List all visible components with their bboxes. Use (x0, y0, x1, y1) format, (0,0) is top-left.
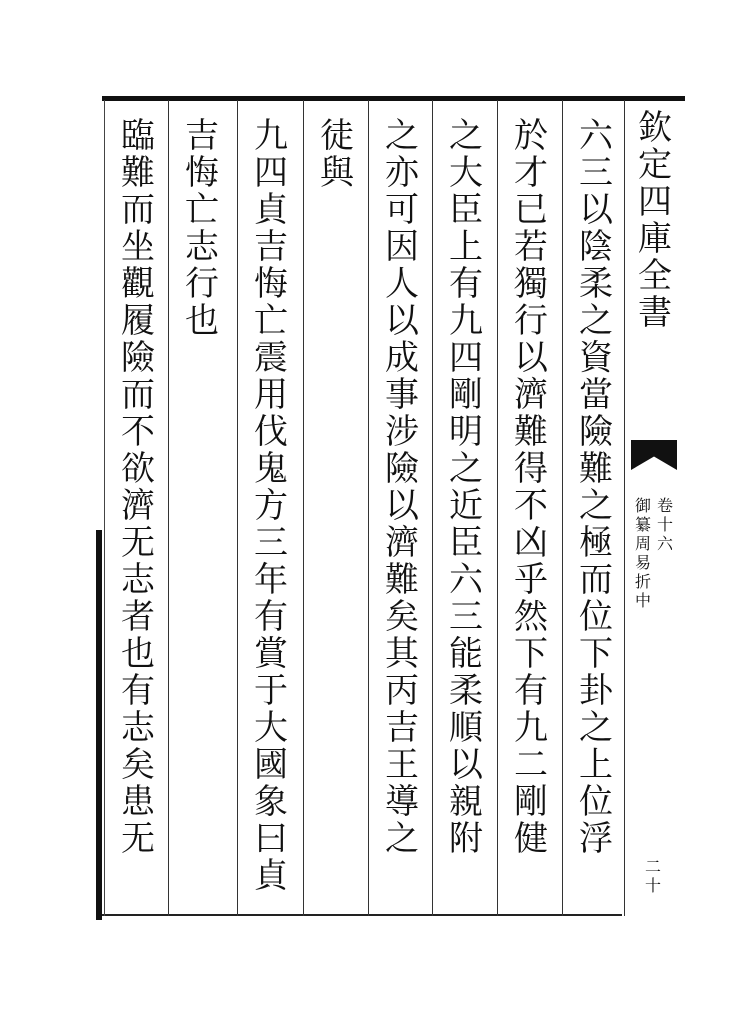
text-char: 无 (121, 523, 155, 563)
text-char: 濟 (514, 375, 548, 415)
text-char: 貞 (254, 856, 288, 896)
text-char: 人 (385, 264, 419, 304)
text-char: 震 (254, 338, 288, 378)
text-char: 九 (449, 301, 483, 341)
text-char: 矣 (121, 745, 155, 785)
text-char: 年 (254, 560, 288, 600)
text-column-4 (372, 118, 432, 908)
text-char: 丙 (385, 671, 419, 711)
text-char: 資 (579, 338, 613, 378)
text-char: 志 (185, 227, 219, 267)
text-char: 賞 (254, 634, 288, 674)
margin-char: 六 (657, 534, 674, 553)
margin-char: 十 (645, 876, 662, 895)
margin-subtitle (635, 496, 673, 610)
margin-char: 周 (635, 534, 652, 553)
column-divider (432, 100, 433, 916)
text-char: 卦 (579, 671, 613, 711)
text-char: 順 (449, 708, 483, 748)
text-char: 濟 (385, 523, 419, 563)
text-column-3 (436, 118, 496, 908)
text-char: 用 (254, 375, 288, 415)
text-char: 吉 (185, 116, 219, 156)
text-char: 觀 (121, 264, 155, 304)
text-char: 獨 (514, 264, 548, 304)
margin-char: 全 (638, 256, 672, 296)
text-char: 以 (385, 301, 419, 341)
column-divider (497, 100, 498, 916)
text-char: 以 (449, 745, 483, 785)
text-char: 三 (579, 153, 613, 193)
margin-char: 御 (635, 496, 652, 515)
margin-column (625, 102, 685, 922)
text-char: 六 (579, 116, 613, 156)
text-char: 難 (514, 412, 548, 452)
text-column-7 (172, 118, 232, 908)
column-divider (237, 100, 238, 916)
text-char: 悔 (185, 153, 219, 193)
text-char: 其 (385, 634, 419, 674)
text-char: 於 (514, 116, 548, 156)
text-char: 可 (385, 190, 419, 230)
margin-volume (657, 496, 673, 610)
text-char: 之 (385, 819, 419, 859)
text-char: 欲 (121, 449, 155, 489)
text-char: 才 (514, 153, 548, 193)
text-char: 二 (514, 745, 548, 785)
text-char: 伐 (254, 412, 288, 452)
text-char: 方 (254, 486, 288, 526)
text-char: 柔 (449, 671, 483, 711)
text-char: 以 (385, 486, 419, 526)
text-char: 已 (514, 190, 548, 230)
text-char: 九 (514, 708, 548, 748)
margin-char: 卷 (657, 496, 674, 515)
text-char: 下 (579, 634, 613, 674)
margin-section (635, 496, 651, 610)
text-char: 王 (385, 745, 419, 785)
column-divider (368, 100, 369, 916)
text-char: 乎 (514, 560, 548, 600)
text-char: 行 (514, 301, 548, 341)
text-char: 曰 (254, 819, 288, 859)
margin-char: 中 (635, 591, 652, 610)
text-char: 陰 (579, 227, 613, 267)
text-char: 貞 (254, 190, 288, 230)
text-char: 涉 (385, 412, 419, 452)
text-char: 亦 (385, 153, 419, 193)
text-char: 志 (121, 708, 155, 748)
text-char: 險 (385, 449, 419, 489)
text-char: 當 (579, 375, 613, 415)
text-char: 之 (579, 301, 613, 341)
margin-char: 書 (638, 293, 672, 333)
text-char: 也 (121, 634, 155, 674)
text-char: 浮 (579, 819, 613, 859)
margin-char: 定 (638, 145, 672, 185)
margin-char: 二 (645, 857, 662, 876)
text-char: 大 (254, 708, 288, 748)
text-char: 柔 (579, 264, 613, 304)
text-char: 四 (254, 153, 288, 193)
text-char: 鬼 (254, 449, 288, 489)
text-char: 濟 (121, 486, 155, 526)
text-char: 以 (514, 338, 548, 378)
margin-char: 十 (657, 515, 674, 534)
text-char: 有 (514, 671, 548, 711)
text-char: 三 (449, 597, 483, 637)
left-border (104, 100, 105, 916)
text-char: 事 (385, 375, 419, 415)
text-char: 以 (579, 190, 613, 230)
text-char: 能 (449, 634, 483, 674)
text-char: 臣 (449, 190, 483, 230)
text-char: 下 (514, 634, 548, 674)
margin-title (629, 110, 681, 332)
text-char: 位 (579, 597, 613, 637)
text-char: 因 (385, 227, 419, 267)
text-char: 然 (514, 597, 548, 637)
text-char: 履 (121, 301, 155, 341)
column-divider (303, 100, 304, 916)
text-char: 而 (121, 190, 155, 230)
text-char: 與 (320, 153, 354, 193)
text-char: 臨 (121, 116, 155, 156)
margin-char: 折 (635, 572, 652, 591)
text-char: 患 (121, 782, 155, 822)
text-char: 于 (254, 671, 288, 711)
text-char: 得 (514, 449, 548, 489)
text-char: 徒 (320, 116, 354, 156)
text-char: 難 (579, 449, 613, 489)
text-char: 凶 (514, 523, 548, 563)
text-char: 明 (449, 412, 483, 452)
text-char: 者 (121, 597, 155, 637)
margin-page-number (645, 857, 661, 895)
text-char: 剛 (514, 782, 548, 822)
margin-char: 庫 (638, 219, 672, 259)
text-char: 无 (121, 819, 155, 859)
text-column-6 (241, 118, 301, 908)
text-char: 附 (449, 819, 483, 859)
text-char: 上 (449, 227, 483, 267)
text-char: 三 (254, 523, 288, 563)
text-column-5 (307, 118, 367, 908)
text-char: 剛 (449, 375, 483, 415)
text-char: 有 (121, 671, 155, 711)
margin-char: 欽 (638, 108, 672, 148)
text-char: 臣 (449, 523, 483, 563)
text-char: 六 (449, 560, 483, 600)
margin-char: 四 (638, 182, 672, 222)
text-char: 坐 (121, 227, 155, 267)
text-char: 四 (449, 338, 483, 378)
top-border (102, 96, 685, 101)
text-char: 之 (385, 116, 419, 156)
text-column-1 (566, 118, 626, 908)
text-char: 而 (121, 375, 155, 415)
text-char: 之 (579, 708, 613, 748)
margin-char: 易 (635, 553, 652, 572)
text-column-8 (108, 118, 168, 908)
text-char: 有 (254, 597, 288, 637)
text-char: 之 (449, 449, 483, 489)
text-char: 吉 (385, 708, 419, 748)
left-edge-shadow (96, 530, 102, 920)
text-char: 志 (121, 560, 155, 600)
column-divider (562, 100, 563, 916)
text-char: 之 (449, 116, 483, 156)
text-char: 大 (449, 153, 483, 193)
text-char: 親 (449, 782, 483, 822)
text-char: 位 (579, 782, 613, 822)
text-char: 難 (121, 153, 155, 193)
margin-char: 纂 (635, 515, 652, 534)
text-char: 國 (254, 745, 288, 785)
text-char: 也 (185, 301, 219, 341)
text-char: 之 (579, 486, 613, 526)
text-char: 悔 (254, 264, 288, 304)
text-char: 吉 (254, 227, 288, 267)
text-char: 成 (385, 338, 419, 378)
text-char: 上 (579, 745, 613, 785)
text-char: 不 (121, 412, 155, 452)
text-char: 近 (449, 486, 483, 526)
text-char: 亡 (254, 301, 288, 341)
text-char: 矣 (385, 597, 419, 637)
text-char: 健 (514, 819, 548, 859)
text-char: 導 (385, 782, 419, 822)
fishtail-mark (631, 440, 677, 470)
text-char: 亡 (185, 190, 219, 230)
text-char: 九 (254, 116, 288, 156)
text-char: 行 (185, 264, 219, 304)
text-char: 若 (514, 227, 548, 267)
text-char: 有 (449, 264, 483, 304)
bottom-border (102, 914, 622, 916)
text-char: 不 (514, 486, 548, 526)
column-divider (168, 100, 169, 916)
text-char: 而 (579, 560, 613, 600)
text-column-2 (501, 118, 561, 908)
text-char: 象 (254, 782, 288, 822)
text-char: 險 (579, 412, 613, 452)
text-char: 險 (121, 338, 155, 378)
text-char: 極 (579, 523, 613, 563)
text-char: 難 (385, 560, 419, 600)
